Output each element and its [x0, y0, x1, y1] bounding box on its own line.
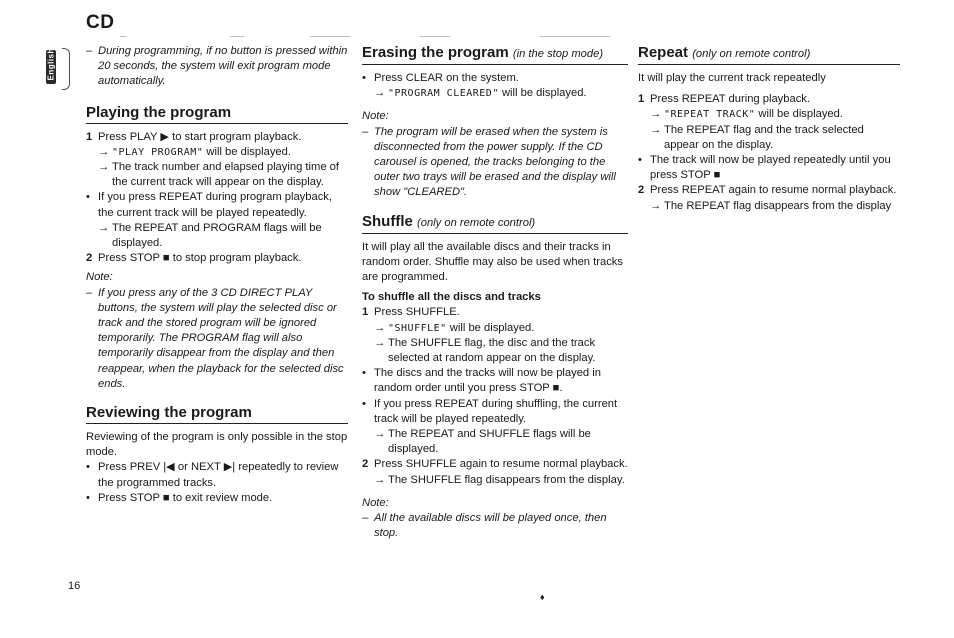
- step-number: 2: [638, 184, 645, 197]
- result-line: [638, 199, 900, 214]
- dash-marker: –: [362, 512, 369, 525]
- step-number: 1: [638, 93, 645, 106]
- note-item: [362, 511, 628, 541]
- result-text: The REPEAT and PROGRAM flags will be displayed.: [112, 221, 322, 250]
- page-number: 16: [68, 580, 81, 592]
- reviewing-intro: Reviewing of the program is only possible in the stop mode.: [86, 431, 348, 459]
- arrow-icon: →: [374, 336, 386, 349]
- heading-repeat-text: Repeat: [638, 44, 689, 61]
- result-line: [86, 145, 348, 160]
- heading-shuffle: [362, 213, 628, 234]
- result-line: [362, 427, 628, 457]
- step-text: Press SHUFFLE.: [374, 306, 460, 319]
- repeat-intro: It will play the current track repeatedly: [638, 72, 826, 84]
- faint-print-mark: [230, 36, 244, 37]
- result-text: The track number and elapsed playing time of the current track will appear on the display.: [112, 161, 339, 189]
- note-text: The program will be erased when the system is disconnected from the power supply. If the CD carousel is opened, the tracks belonging to the outer two trays will be erased and the display will show "CLEARED".: [374, 125, 616, 199]
- result-line: [86, 221, 348, 251]
- intro-note-text: During programming, if no button is pressed within 20 seconds, the system will exit program mode automatically.: [98, 45, 348, 88]
- arrow-icon: →: [98, 145, 110, 158]
- bullet-text: Press CLEAR on the system.: [374, 72, 519, 84]
- bullet-icon: •: [86, 461, 90, 474]
- bullet-text: The track will now be played repeatedly until you press STOP ■: [650, 154, 891, 182]
- bullet-item: [362, 71, 628, 86]
- arrow-icon: →: [374, 321, 386, 334]
- bullet-text: Press STOP ■ to exit review mode.: [98, 491, 273, 504]
- note-label: Note:: [362, 496, 389, 509]
- column-middle: [362, 44, 628, 541]
- arrow-icon: →: [650, 108, 662, 121]
- heading-erasing-subtitle: (in the stop mode): [512, 48, 604, 60]
- bullet-item: [638, 153, 900, 183]
- note-text: All the available discs will be played once, then stop.: [374, 512, 607, 540]
- shuffle-intro: It will play all the available discs and their tracks in random order. Shuffle may also be used when tracks are programmed.: [362, 240, 623, 284]
- heading-reviewing-program: [86, 404, 348, 424]
- note-item: [86, 286, 348, 392]
- faint-print-mark: [310, 36, 350, 37]
- result-line: [638, 107, 900, 122]
- heading-reviewing-program-text: Reviewing the program: [86, 404, 252, 422]
- result-text: The SHUFFLE flag disappears from the display.: [388, 473, 625, 486]
- display-readout: "PLAY PROGRAM": [112, 146, 204, 158]
- step-1: [638, 92, 900, 107]
- step-number: 1: [86, 130, 93, 143]
- section-title: CD: [86, 12, 115, 33]
- bullet-item: [86, 190, 348, 220]
- intro-note: [86, 44, 348, 90]
- step-text: Press PLAY ▶ to start program playback.: [98, 130, 302, 143]
- result-line: [362, 336, 628, 366]
- result-text: will be displayed.: [449, 321, 535, 334]
- step-1: [86, 130, 348, 145]
- step-1: [362, 305, 628, 320]
- dash-marker: –: [86, 45, 93, 57]
- language-tab-bracket: [62, 48, 70, 90]
- step-2: [86, 251, 348, 266]
- note-label: Note:: [86, 271, 113, 284]
- heading-playing-program: [86, 104, 348, 124]
- bullet-icon: •: [86, 491, 90, 504]
- shuffle-subheading: To shuffle all the discs and tracks: [362, 291, 541, 304]
- note-label: Note:: [362, 110, 389, 123]
- column-right: [638, 44, 900, 214]
- step-text: Press REPEAT again to resume normal playback.: [650, 184, 897, 197]
- bullet-text: If you press REPEAT during shuffling, the current track will be played repeatedly.: [374, 397, 618, 425]
- step-text: Press REPEAT during playback.: [650, 93, 811, 106]
- bullet-icon: •: [86, 191, 90, 204]
- result-text: will be displayed.: [501, 87, 587, 100]
- result-line: [86, 160, 348, 190]
- bullet-icon: •: [362, 367, 366, 380]
- bullet-item: [362, 366, 628, 396]
- heading-erasing-program-text: Erasing the program: [362, 44, 509, 61]
- note-text: If you press any of the 3 CD DIRECT PLAY buttons, the system will play the selected disc or track and the stored program will be ignored temporarily. The PROGRAM flag will also temporarily disappear from the display and then reappear, when the playback for the selected disc ends.: [98, 286, 344, 390]
- faint-print-mark: [120, 36, 126, 37]
- bullet-icon: •: [362, 397, 366, 410]
- heading-shuffle-text: Shuffle: [362, 212, 413, 230]
- heading-erasing-program: [362, 44, 628, 65]
- faint-print-mark: [420, 36, 450, 37]
- bullet-text: If you press REPEAT during program playback, the current track will be played repeatedly.: [98, 191, 333, 219]
- step-number: 1: [362, 306, 369, 319]
- result-line: [638, 123, 900, 153]
- column-left: [86, 44, 348, 506]
- display-readout: "PROGRAM CLEARED": [388, 88, 499, 100]
- bullet-icon: •: [362, 72, 366, 84]
- bullet-item: [86, 491, 348, 506]
- bullet-icon: •: [638, 154, 642, 167]
- arrow-icon: →: [374, 87, 386, 100]
- heading-repeat: [638, 44, 900, 65]
- result-line: [362, 86, 628, 101]
- step-text: Press STOP ■ to stop program playback.: [98, 252, 302, 265]
- arrow-icon: →: [374, 428, 386, 441]
- bullet-item: [86, 460, 348, 490]
- arrow-icon: →: [650, 199, 662, 212]
- faint-print-mark: [540, 36, 610, 37]
- arrow-icon: →: [374, 473, 386, 486]
- bullet-text: The discs and the tracks will now be played in random order until you press STOP ■.: [374, 367, 601, 395]
- dash-marker: –: [362, 125, 369, 138]
- bullet-text: Press PREV |◀ or NEXT ▶| repeatedly to review the programmed tracks.: [98, 461, 339, 489]
- language-tab: [40, 44, 78, 96]
- step-2: [638, 183, 900, 198]
- language-tab-label: English: [46, 48, 56, 81]
- step-2: [362, 457, 628, 472]
- result-line: [362, 473, 628, 488]
- dash-marker: –: [86, 286, 93, 299]
- result-text: will be displayed.: [758, 108, 843, 121]
- step-text: Press SHUFFLE again to resume normal playback.: [374, 458, 628, 471]
- note-item: [362, 125, 628, 201]
- arrow-icon: →: [98, 221, 110, 234]
- arrow-icon: →: [650, 123, 662, 136]
- result-text: will be displayed.: [206, 145, 291, 158]
- step-number: 2: [362, 458, 369, 471]
- display-readout: "REPEAT TRACK": [664, 109, 756, 121]
- heading-shuffle-subtitle: (only on remote control): [417, 216, 536, 229]
- result-line: [362, 321, 628, 336]
- footer-diamond-icon: ♦: [540, 592, 545, 602]
- arrow-icon: →: [98, 161, 110, 174]
- display-readout: "SHUFFLE": [388, 322, 447, 334]
- result-text: The REPEAT flag disappears from the display: [664, 199, 892, 212]
- result-text: The REPEAT flag and the track selected appear on the display.: [664, 123, 864, 151]
- result-text: The REPEAT and SHUFFLE flags will be displayed.: [388, 428, 591, 456]
- bullet-item: [362, 397, 628, 427]
- result-text: The SHUFFLE flag, the disc and the track selected at random appear on the display.: [388, 336, 596, 365]
- heading-repeat-subtitle: (only on remote control): [692, 48, 811, 60]
- heading-playing-program-text: Playing the program: [86, 103, 232, 121]
- step-number: 2: [86, 252, 93, 265]
